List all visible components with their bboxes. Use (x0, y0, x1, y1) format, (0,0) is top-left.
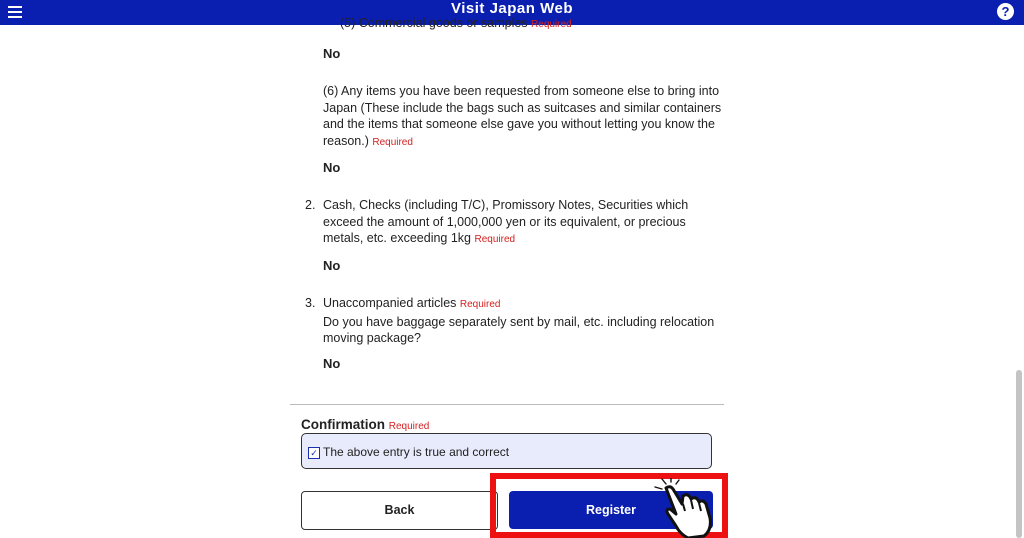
confirmation-checkbox-label: The above entry is true and correct (323, 445, 510, 459)
question-6-answer: No (323, 160, 341, 175)
question-5-text: (5) Commercial goods or samples (340, 16, 528, 30)
question-6 (323, 83, 723, 151)
question-6-line: reason.) (323, 133, 369, 148)
question-3-line: moving package? (323, 331, 421, 345)
section-divider (290, 404, 724, 405)
required-badge: Required (474, 234, 516, 245)
question-3-answer: No (323, 356, 341, 371)
pointing-hand-icon (652, 478, 716, 538)
question-3-line: Do you have baggage separately sent by mail, etc. including relocation (323, 314, 715, 329)
help-icon[interactable]: ? (997, 3, 1014, 20)
required-badge: Required (388, 421, 430, 432)
required-badge: Required (459, 299, 501, 310)
question-2-line: metals, etc. exceeding 1kg (323, 231, 471, 245)
question-2-line: Cash, Checks (including T/C), Promissory Notes, Securities which (323, 198, 689, 212)
question-6-line: (6) Any items you have been requested from someone else to bring into (323, 84, 720, 98)
question-3 (323, 295, 723, 347)
question-3-number: 3. (305, 296, 316, 310)
question-3-line: Unaccompanied articles (323, 296, 457, 310)
back-button[interactable]: Back (301, 491, 498, 530)
question-2-number: 2. (305, 198, 316, 212)
question-6-line: and the items that someone else gave you without letting you know the (323, 117, 715, 131)
app-title: Visit Japan Web (451, 0, 573, 17)
page-scrollbar[interactable] (1016, 370, 1022, 538)
confirmation-title: Confirmation (301, 417, 385, 432)
required-badge: Required (372, 136, 413, 148)
question-2-line: exceed the amount of 1,000,000 yen or its equivalent, or precious (323, 214, 686, 229)
question-5-answer: No (323, 46, 341, 61)
confirmation-checkbox-row[interactable] (301, 433, 712, 469)
question-2-answer: No (323, 258, 341, 273)
question-6-line: Japan (These include the bags such as suitcases and similar containers (323, 100, 722, 115)
register-button[interactable]: Register (509, 491, 713, 529)
question-5 (340, 15, 724, 34)
confirmation-checkbox[interactable]: ✓ (308, 447, 320, 459)
required-badge: Required (531, 19, 572, 30)
confirmation-heading (301, 417, 429, 432)
question-2 (323, 197, 723, 249)
